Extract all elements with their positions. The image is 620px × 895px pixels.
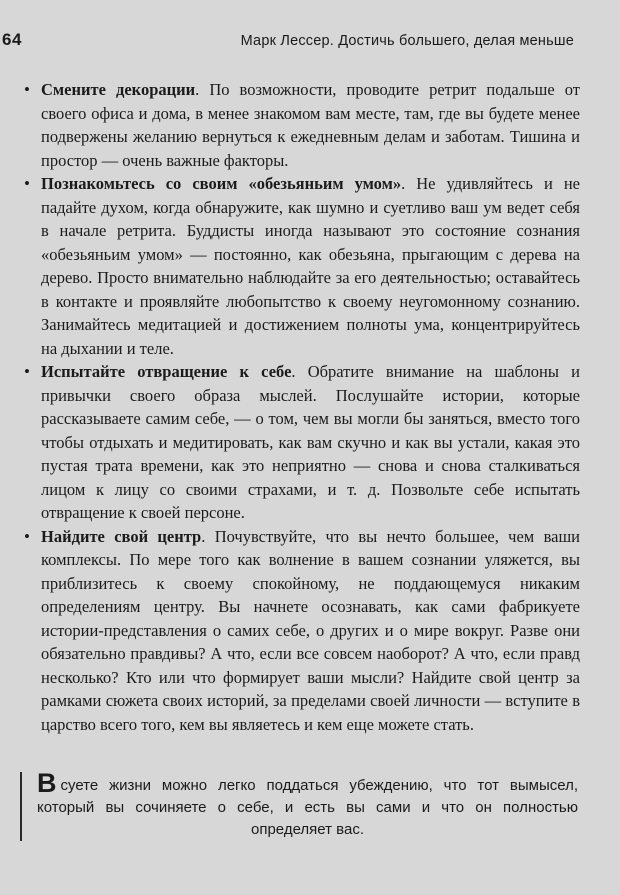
bullet-item-monkey-mind [24, 172, 580, 360]
bullet-item-aversion [24, 360, 580, 525]
pull-quote [20, 768, 578, 841]
bullet-lead: Познакомьтесь со своим «обезьяньим умом» [41, 174, 402, 193]
bullet-text: . Не удивляйтесь и не падайте духом, когда обнаружите, как шумно и суетливо ваш ум ведет себя в начале ретрита. Буддисты иногда называют это состояние сознания «обезьяньим умом» — постоянно, как обезьяна, прыгающим с дерева на дерево. Просто внимательно наблюдайте за его деятельностью; оставайтесь в контакте и проявляйте любопытство к своему неугомонному сознанию. Занимайтесь медитацией и достижением полноты ума, концентрируйтесь на дыхании и теле. [41, 174, 580, 358]
quote-text: суете жизни можно легко поддаться убеждению, что тот вымысел, который вы сочиняете о себе, и есть вы сами и что он полностью определяет вас. [37, 777, 578, 838]
bullet-item-change-scenery [24, 78, 580, 172]
bullet-lead: Смените декорации [41, 80, 196, 99]
running-header [0, 0, 620, 50]
bullet-list [24, 78, 580, 736]
bullet-text: . По возможности, проводите ретрит подальше от своего офиса и дома, в менее знакомом вам месте, там, где вы будете менее подвержены желанию вернуться к ежедневным делам и заботам. Тишина и простор — очень важные факторы. [41, 80, 580, 170]
bullet-lead: Найдите свой центр [41, 526, 202, 546]
page-number: 64 [2, 30, 22, 49]
bullet-item-find-center [24, 525, 580, 737]
bullet-text: . Обратите внимание на шаблоны и привычки своего образа мыслей. Послушайте истории, которые рассказываете самим себе, — о том, чем вы могли бы заняться, вместо того чтобы отдыхать и медитировать, как вам скучно и как вы устали, какая это пустая трата времени, как это неприятно — снова и снова сталкиваться лицом к лицу со своими страхами, и т. д. Позвольте себе испытать отвращение к своей персоне. [41, 362, 580, 522]
running-title: Марк Лессер. Достичь большего, делая меньше [240, 33, 574, 49]
quote-initial-letter: В [37, 768, 57, 798]
bullet-lead: Испытайте отвращение к себе [41, 362, 292, 381]
bullet-text: . Почувствуйте, что вы нечто большее, чем ваши комплексы. По мере того как волнение в вашем сознании уляжется, вы приблизитесь к своему спокойному, не поддающемуся никаким определениям центру. Вы начнете осознавать, как сами фабрикуете истории-представления о самих себе, о других и о мире вокруг. Разве они обязательно правдивы? А что, если все совсем наоборот? А что, если правд несколько? Кто или что формирует ваши мысли? Найдите свой центр за рамками сюжета своих историй, за пределами своей личности — вступите в царство всего того, кем вы являетесь и кем еще можете стать. [41, 526, 580, 734]
